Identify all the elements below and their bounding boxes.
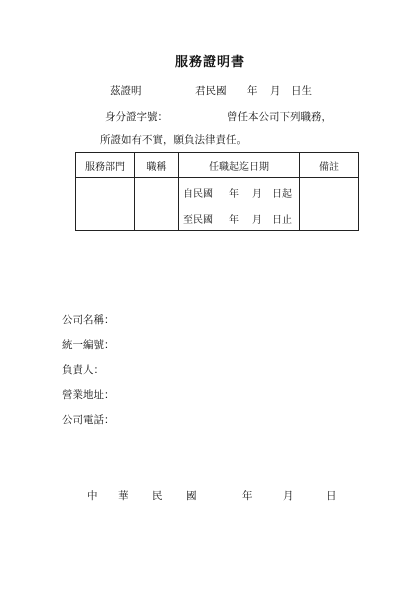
company-phone-label: 公司電話： — [62, 414, 115, 426]
liability-statement: 所證如有不實，願負法律責任。 — [100, 134, 247, 146]
department-cell[interactable] — [76, 178, 135, 231]
table-row — [76, 178, 359, 231]
company-name-label: 公司名稱： — [62, 314, 115, 326]
start-day: 日起 — [272, 189, 292, 200]
start-era: 自民國 — [183, 189, 213, 200]
tax-id-label: 統一編號： — [62, 339, 115, 351]
birth-text: 日生 — [291, 85, 312, 97]
header-department: 服務部門 — [76, 153, 135, 178]
start-year: 年 — [229, 189, 239, 200]
start-month: 月 — [252, 189, 262, 200]
footer-day: 日 — [326, 490, 337, 502]
period-end-line — [179, 211, 299, 225]
footer-hua: 華 — [118, 490, 129, 502]
period-start-line — [179, 185, 299, 199]
month-text: 月 — [270, 85, 281, 97]
footer-zhong: 中 — [87, 490, 98, 502]
remarks-cell[interactable] — [300, 178, 359, 231]
id-number-label: 身分證字號： — [105, 111, 168, 123]
document-title: 服務證明書 — [174, 55, 245, 70]
header-period: 任職起迄日期 — [179, 153, 300, 178]
end-era: 至民國 — [183, 215, 213, 226]
year-text: 年 — [247, 85, 258, 97]
end-year: 年 — [229, 215, 239, 226]
business-address-label: 營業地址： — [62, 389, 115, 401]
certify-text: 茲證明 — [110, 85, 142, 97]
header-title: 職稱 — [135, 153, 179, 178]
end-day: 日止 — [272, 215, 292, 226]
era-text: 君民國 — [195, 85, 227, 97]
footer-month: 月 — [283, 490, 294, 502]
footer-min: 民 — [152, 490, 163, 502]
footer-guo: 國 — [186, 490, 197, 502]
period-cell[interactable] — [179, 178, 300, 231]
service-table — [75, 152, 359, 231]
header-remarks: 備註 — [300, 153, 359, 178]
title-cell[interactable] — [135, 178, 179, 231]
end-month: 月 — [252, 215, 262, 226]
footer-year: 年 — [242, 490, 253, 502]
table-header-row — [76, 153, 359, 178]
employment-text: 曾任本公司下列職務， — [227, 111, 332, 123]
responsible-person-label: 負責人： — [62, 364, 104, 376]
